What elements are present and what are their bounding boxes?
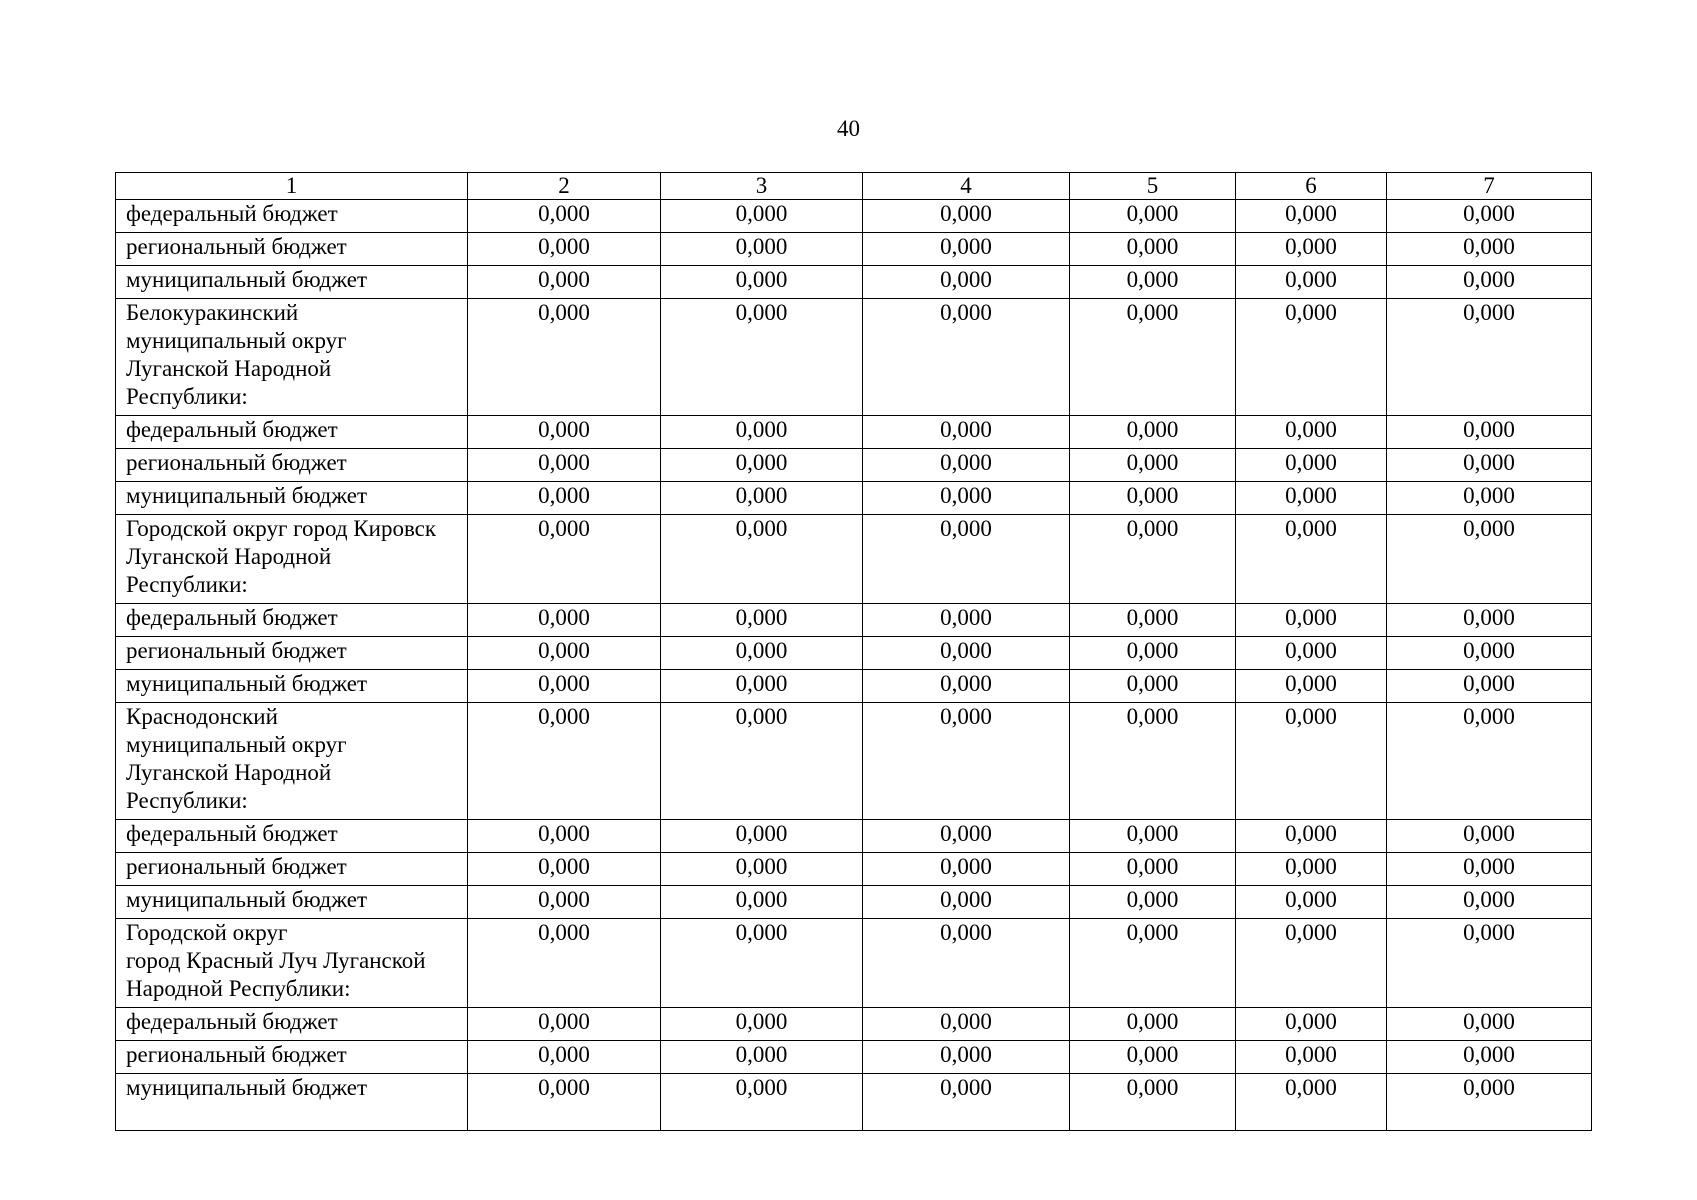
value-cell: 0,000 [468, 820, 661, 853]
row-label: региональный бюджет [116, 637, 468, 670]
value-cell: 0,000 [863, 703, 1070, 820]
value-cell: 0,000 [1236, 919, 1387, 1008]
value-cell: 0,000 [1070, 919, 1236, 1008]
row-label: федеральный бюджет [116, 604, 468, 637]
value-cell: 0,000 [863, 1041, 1070, 1074]
value-cell: 0,000 [468, 482, 661, 515]
value-cell: 0,000 [1070, 604, 1236, 637]
value-cell: 0,000 [1236, 233, 1387, 266]
column-header: 1 [116, 173, 468, 200]
row-label: федеральный бюджет [116, 416, 468, 449]
value-cell: 0,000 [468, 637, 661, 670]
value-cell: 0,000 [1070, 266, 1236, 299]
value-cell: 0,000 [661, 1074, 863, 1131]
row-label: федеральный бюджет [116, 200, 468, 233]
value-cell: 0,000 [863, 449, 1070, 482]
value-cell: 0,000 [1236, 449, 1387, 482]
table-row [116, 515, 1592, 604]
row-label: муниципальный бюджет [116, 1074, 468, 1131]
value-cell: 0,000 [661, 637, 863, 670]
table-row [116, 703, 1592, 820]
value-cell: 0,000 [1236, 886, 1387, 919]
value-cell: 0,000 [1236, 266, 1387, 299]
value-cell: 0,000 [1070, 703, 1236, 820]
value-cell: 0,000 [1236, 416, 1387, 449]
value-cell: 0,000 [863, 515, 1070, 604]
value-cell: 0,000 [1236, 299, 1387, 416]
value-cell: 0,000 [468, 670, 661, 703]
row-label: муниципальный бюджет [116, 670, 468, 703]
table-body [116, 200, 1592, 1131]
table-row [116, 919, 1592, 1008]
value-cell: 0,000 [661, 703, 863, 820]
value-cell: 0,000 [1070, 299, 1236, 416]
column-header: 2 [468, 173, 661, 200]
value-cell: 0,000 [661, 416, 863, 449]
value-cell: 0,000 [1070, 1074, 1236, 1131]
table-row [116, 886, 1592, 919]
value-cell: 0,000 [468, 515, 661, 604]
value-cell: 0,000 [1070, 1041, 1236, 1074]
value-cell: 0,000 [1070, 482, 1236, 515]
budget-table [115, 172, 1592, 1131]
value-cell: 0,000 [1236, 853, 1387, 886]
value-cell: 0,000 [863, 820, 1070, 853]
value-cell: 0,000 [661, 1008, 863, 1041]
value-cell: 0,000 [661, 449, 863, 482]
value-cell: 0,000 [863, 670, 1070, 703]
value-cell: 0,000 [661, 515, 863, 604]
value-cell: 0,000 [863, 482, 1070, 515]
value-cell: 0,000 [1387, 703, 1592, 820]
value-cell: 0,000 [863, 266, 1070, 299]
table-row [116, 482, 1592, 515]
column-header: 6 [1236, 173, 1387, 200]
value-cell: 0,000 [1070, 637, 1236, 670]
table-row [116, 853, 1592, 886]
value-cell: 0,000 [1070, 820, 1236, 853]
value-cell: 0,000 [1236, 637, 1387, 670]
value-cell: 0,000 [1236, 670, 1387, 703]
value-cell: 0,000 [863, 604, 1070, 637]
value-cell: 0,000 [1236, 1041, 1387, 1074]
value-cell: 0,000 [1236, 1008, 1387, 1041]
value-cell: 0,000 [468, 233, 661, 266]
table-row [116, 416, 1592, 449]
value-cell: 0,000 [863, 886, 1070, 919]
value-cell: 0,000 [661, 886, 863, 919]
value-cell: 0,000 [468, 1008, 661, 1041]
value-cell: 0,000 [661, 670, 863, 703]
value-cell: 0,000 [661, 604, 863, 637]
value-cell: 0,000 [1387, 886, 1592, 919]
value-cell: 0,000 [468, 266, 661, 299]
value-cell: 0,000 [468, 200, 661, 233]
table-row [116, 449, 1592, 482]
value-cell: 0,000 [1070, 886, 1236, 919]
value-cell: 0,000 [1070, 233, 1236, 266]
value-cell: 0,000 [661, 299, 863, 416]
value-cell: 0,000 [1387, 670, 1592, 703]
value-cell: 0,000 [468, 1074, 661, 1131]
column-header: 4 [863, 173, 1070, 200]
value-cell: 0,000 [1387, 820, 1592, 853]
row-label: муниципальный бюджет [116, 266, 468, 299]
column-header: 5 [1070, 173, 1236, 200]
value-cell: 0,000 [1236, 604, 1387, 637]
value-cell: 0,000 [661, 853, 863, 886]
page-number: 40 [837, 116, 860, 141]
row-label: Белокуракинский муниципальный округ Луганской Народной Республики: [116, 299, 468, 416]
value-cell: 0,000 [1070, 1008, 1236, 1041]
value-cell: 0,000 [661, 919, 863, 1008]
value-cell: 0,000 [468, 604, 661, 637]
value-cell: 0,000 [661, 233, 863, 266]
value-cell: 0,000 [1070, 853, 1236, 886]
value-cell: 0,000 [1387, 482, 1592, 515]
value-cell: 0,000 [468, 886, 661, 919]
value-cell: 0,000 [468, 919, 661, 1008]
table-row [116, 1074, 1592, 1131]
table-row [116, 200, 1592, 233]
value-cell: 0,000 [661, 482, 863, 515]
row-label: региональный бюджет [116, 853, 468, 886]
row-label: Городской округ город Кировск Луганской Народной Республики: [116, 515, 468, 604]
value-cell: 0,000 [863, 919, 1070, 1008]
value-cell: 0,000 [863, 233, 1070, 266]
value-cell: 0,000 [1387, 233, 1592, 266]
column-header: 7 [1387, 173, 1592, 200]
value-cell: 0,000 [1387, 266, 1592, 299]
table-row [116, 670, 1592, 703]
table-row [116, 637, 1592, 670]
table-row [116, 233, 1592, 266]
value-cell: 0,000 [1236, 482, 1387, 515]
column-header: 3 [661, 173, 863, 200]
row-label: муниципальный бюджет [116, 482, 468, 515]
value-cell: 0,000 [1387, 200, 1592, 233]
value-cell: 0,000 [1236, 1074, 1387, 1131]
table-row [116, 604, 1592, 637]
row-label: региональный бюджет [116, 1041, 468, 1074]
row-label: региональный бюджет [116, 233, 468, 266]
value-cell: 0,000 [1387, 1041, 1592, 1074]
value-cell: 0,000 [1387, 637, 1592, 670]
value-cell: 0,000 [661, 1041, 863, 1074]
value-cell: 0,000 [1236, 703, 1387, 820]
value-cell: 0,000 [863, 853, 1070, 886]
value-cell: 0,000 [1387, 1008, 1592, 1041]
value-cell: 0,000 [1387, 604, 1592, 637]
value-cell: 0,000 [661, 266, 863, 299]
value-cell: 0,000 [468, 853, 661, 886]
value-cell: 0,000 [1070, 515, 1236, 604]
value-cell: 0,000 [468, 449, 661, 482]
value-cell: 0,000 [1387, 853, 1592, 886]
value-cell: 0,000 [863, 1008, 1070, 1041]
value-cell: 0,000 [468, 703, 661, 820]
value-cell: 0,000 [1387, 299, 1592, 416]
value-cell: 0,000 [863, 200, 1070, 233]
value-cell: 0,000 [468, 299, 661, 416]
row-label: региональный бюджет [116, 449, 468, 482]
value-cell: 0,000 [863, 637, 1070, 670]
value-cell: 0,000 [661, 820, 863, 853]
table-row [116, 299, 1592, 416]
value-cell: 0,000 [1070, 416, 1236, 449]
value-cell: 0,000 [1236, 515, 1387, 604]
value-cell: 0,000 [1236, 820, 1387, 853]
table-row [116, 1008, 1592, 1041]
value-cell: 0,000 [468, 1041, 661, 1074]
row-label: Городской округ город Красный Луч Луганской Народной Республики: [116, 919, 468, 1008]
column-number-row [116, 173, 1592, 200]
value-cell: 0,000 [1387, 919, 1592, 1008]
row-label: федеральный бюджет [116, 820, 468, 853]
value-cell: 0,000 [863, 416, 1070, 449]
value-cell: 0,000 [468, 416, 661, 449]
value-cell: 0,000 [1387, 416, 1592, 449]
value-cell: 0,000 [1070, 200, 1236, 233]
table-row [116, 1041, 1592, 1074]
value-cell: 0,000 [1387, 515, 1592, 604]
value-cell: 0,000 [1236, 200, 1387, 233]
value-cell: 0,000 [863, 299, 1070, 416]
value-cell: 0,000 [863, 1074, 1070, 1131]
row-label: федеральный бюджет [116, 1008, 468, 1041]
row-label: муниципальный бюджет [116, 886, 468, 919]
table-row [116, 266, 1592, 299]
row-label: Краснодонский муниципальный округ Луганской Народной Республики: [116, 703, 468, 820]
value-cell: 0,000 [1070, 670, 1236, 703]
value-cell: 0,000 [1387, 1074, 1592, 1131]
value-cell: 0,000 [1387, 449, 1592, 482]
table-row [116, 820, 1592, 853]
value-cell: 0,000 [661, 200, 863, 233]
value-cell: 0,000 [1070, 449, 1236, 482]
